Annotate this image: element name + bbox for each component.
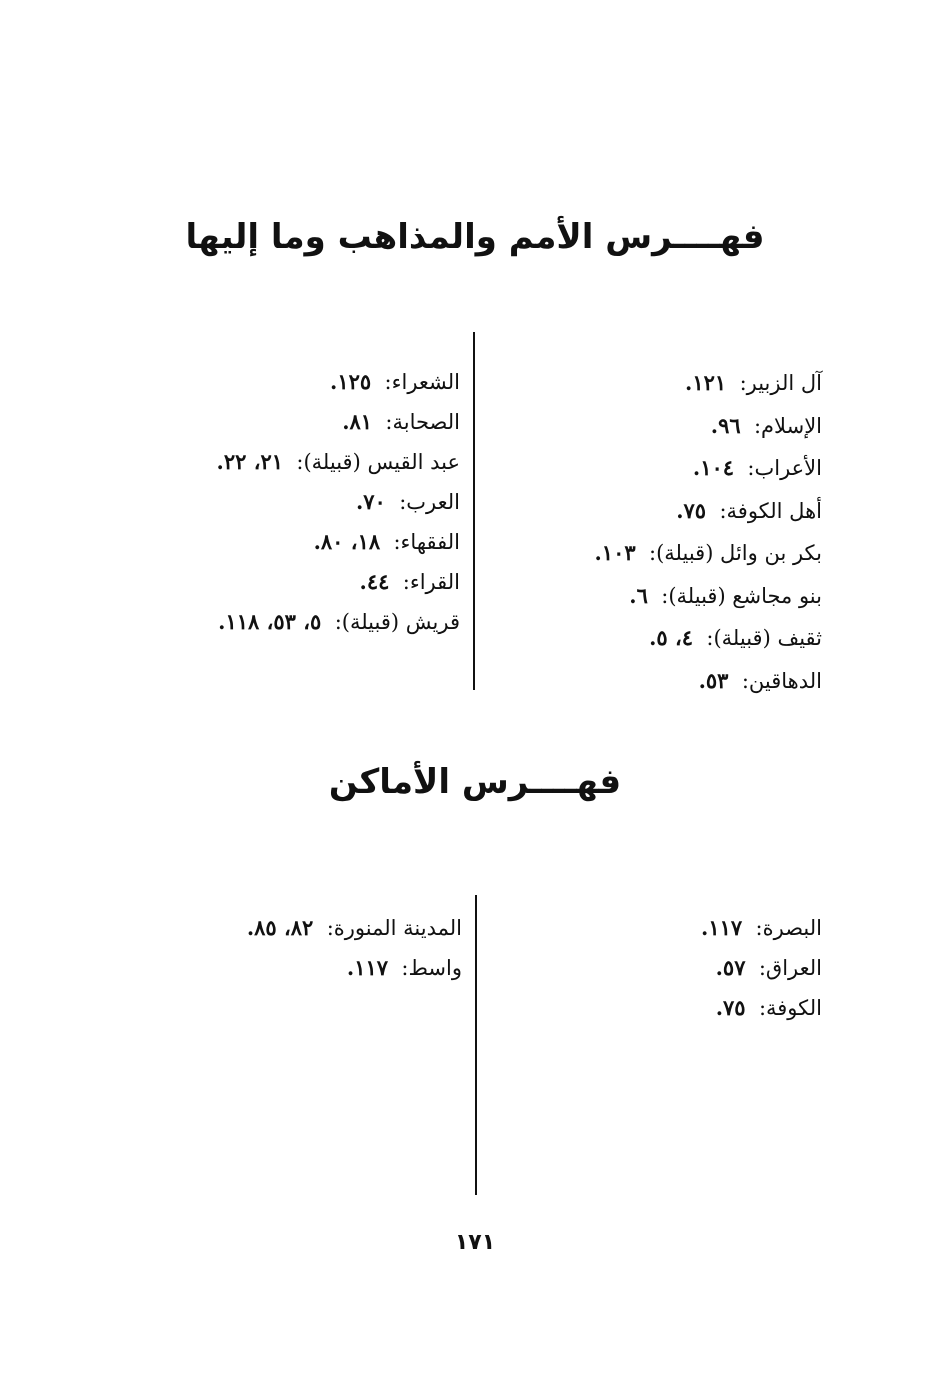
- entry-name: الفقهاء:: [393, 530, 460, 554]
- index-entry: [217, 402, 460, 442]
- entry-name: عبد القيس (قبيلة):: [296, 450, 460, 474]
- index-column-right: [701, 908, 822, 1028]
- index-entry: [594, 575, 822, 618]
- entry-pages: ١١٧.: [346, 955, 389, 980]
- entry-pages: ١٠٣.: [594, 540, 636, 565]
- index-entry: [594, 405, 822, 448]
- index-entry: [217, 482, 460, 522]
- index-entry: [217, 602, 460, 642]
- index-title-nations: فهــــرس الأمم والمذاهب وما إليها: [185, 217, 765, 257]
- index-entry: [217, 362, 460, 402]
- index-entry: [594, 362, 822, 405]
- index-entry: [217, 522, 460, 562]
- entry-name: المدينة المنورة:: [326, 916, 462, 940]
- entry-pages: ١١٧.: [701, 915, 743, 940]
- entry-name: العراق:: [758, 956, 822, 980]
- entry-pages: ٥٣.: [698, 667, 729, 693]
- entry-pages: ١٢١.: [685, 370, 727, 395]
- entry-pages: ٧٥.: [715, 995, 746, 1020]
- entry-pages: ٨١.: [342, 409, 373, 434]
- entry-pages: ٥، ٥٣، ١١٨.: [218, 609, 322, 634]
- entry-name: الدهاقين:: [741, 668, 822, 693]
- index-entry: [594, 660, 822, 703]
- entry-pages: ١٨، ٨٠.: [313, 529, 381, 554]
- entry-name: العرب:: [399, 490, 460, 514]
- entry-pages: ١٠٤.: [692, 455, 735, 480]
- entry-name: الشعراء:: [384, 370, 460, 394]
- entry-pages: ٧٥.: [676, 497, 707, 523]
- entry-name: بنو مجاشع (قبيلة):: [661, 583, 822, 608]
- index-title-places: فهــــرس الأماكن: [328, 762, 622, 802]
- entry-pages: ٩٦.: [710, 412, 741, 438]
- index-entry: [594, 617, 822, 660]
- entry-name: قريش (قبيلة):: [334, 610, 460, 634]
- column-divider: [473, 332, 475, 690]
- entry-name: الصحابة:: [385, 410, 460, 434]
- entry-name: ثقيف (قبيلة):: [706, 626, 822, 650]
- column-divider: [475, 895, 477, 1195]
- entry-pages: ٧٠.: [355, 489, 386, 514]
- entry-name: بكر بن وائل (قبيلة):: [649, 541, 822, 565]
- index-entry: [217, 442, 460, 482]
- entry-pages: ١٢٥.: [330, 369, 372, 394]
- entry-pages: ٨٢، ٨٥.: [246, 915, 314, 940]
- page-number: ١٧١: [454, 1230, 496, 1255]
- index-entry: [247, 948, 462, 988]
- entry-pages: ٢١، ٢٢.: [216, 449, 284, 474]
- entry-name: آل الزبير:: [739, 371, 822, 395]
- entry-pages: ٤، ٥.: [649, 625, 694, 650]
- entry-name: البصرة:: [755, 916, 822, 940]
- index-entry: [701, 908, 822, 948]
- index-entry: [217, 562, 460, 602]
- entry-pages: ٤٤.: [359, 569, 390, 594]
- entry-name: واسط:: [401, 956, 462, 980]
- entry-pages: ٦.: [629, 582, 648, 608]
- entry-name: أهل الكوفة:: [719, 498, 822, 523]
- index-column-left: [247, 908, 462, 988]
- index-column-left: [217, 362, 460, 642]
- index-entry: [701, 988, 822, 1028]
- entry-name: الأعراب:: [747, 456, 822, 480]
- index-entry: [594, 532, 822, 575]
- entry-name: الإسلام:: [753, 413, 822, 438]
- entry-name: الكوفة:: [758, 996, 822, 1020]
- index-entry: [701, 948, 822, 988]
- entry-pages: ٥٧.: [715, 955, 746, 980]
- index-entry: [594, 447, 822, 490]
- entry-name: القراء:: [402, 570, 460, 594]
- index-column-right: [594, 362, 822, 702]
- index-entry: [594, 490, 822, 533]
- index-entry: [247, 908, 462, 948]
